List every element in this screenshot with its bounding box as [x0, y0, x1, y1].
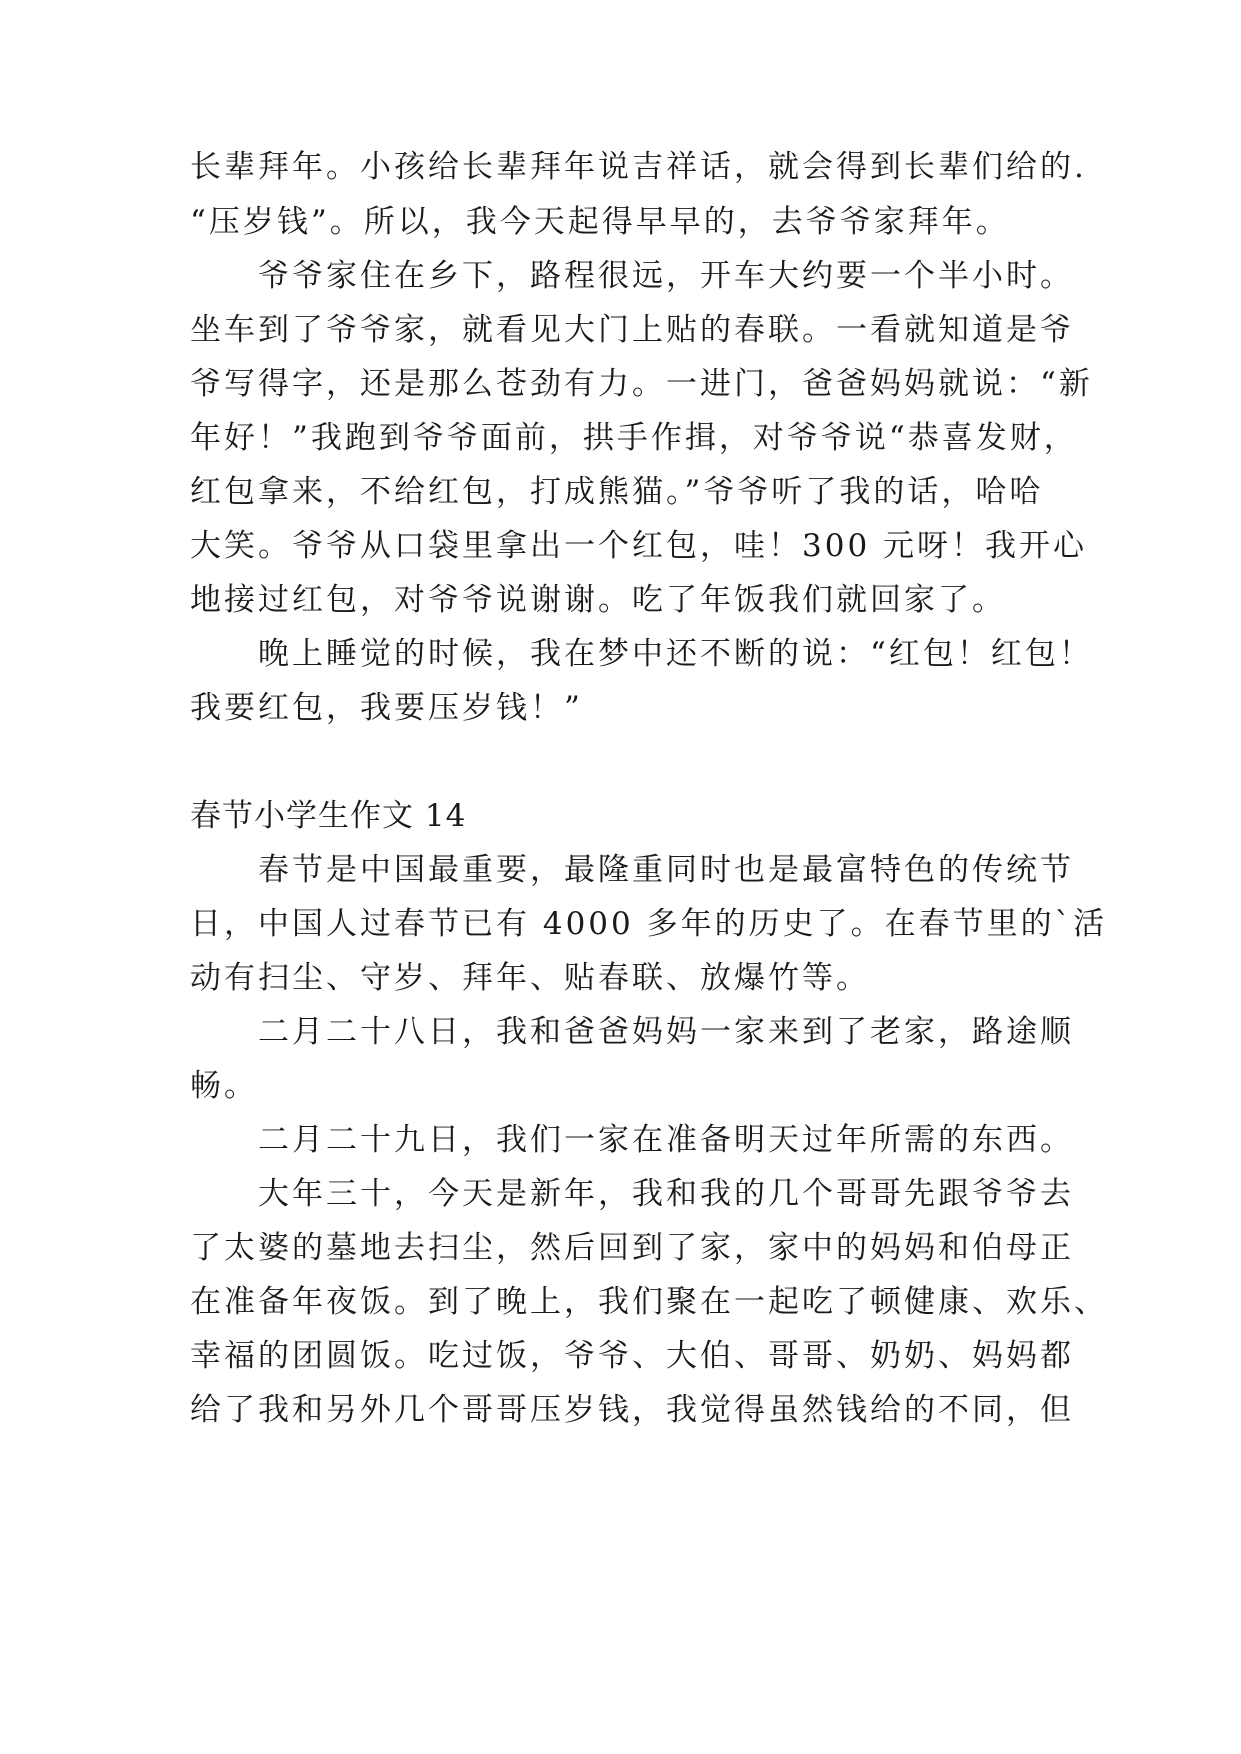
text-line: 晚上睡觉的时候，我在梦中还不断的说：“红包！红包！ — [258, 636, 1093, 672]
text-line: 给了我和另外几个哥哥压岁钱，我觉得虽然钱给的不同，但 — [190, 1392, 1074, 1428]
text-line: 幸福的团圆饭。吃过饭，爷爷、大伯、哥哥、奶奶、妈妈都 — [190, 1338, 1074, 1374]
text-line: 大笑。爷爷从口袋里拿出一个红包，哇！300 元呀！我开心 — [190, 528, 1088, 564]
text-line: 爷爷家住在乡下，路程很远，开车大约要一个半小时。 — [258, 258, 1074, 294]
text-line: “压岁钱”。所以，我今天起得早早的，去爷爷家拜年。 — [190, 204, 1010, 240]
text-line: 畅。 — [190, 1068, 258, 1104]
text-line: 红包拿来，不给红包，打成熊猫。”爷爷听了我的话，哈哈 — [190, 474, 1044, 510]
text-line: 爷写得字，还是那么苍劲有力。一进门，爸爸妈妈就说：“新 — [190, 366, 1093, 402]
section-title: 春节小学生作文 14 — [190, 798, 467, 834]
text-line: 大年三十，今天是新年，我和我的几个哥哥先跟爷爷去 — [258, 1176, 1074, 1212]
text-line: 我要红包，我要压岁钱！” — [190, 690, 583, 726]
text-line: 二月二十九日，我们一家在准备明天过年所需的东西。 — [258, 1122, 1074, 1158]
text-line: 年好！”我跑到爷爷面前，拱手作揖，对爷爷说“恭喜发财， — [190, 420, 1078, 456]
text-line: 坐车到了爷爷家，就看见大门上贴的春联。一看就知道是爷 — [190, 312, 1074, 348]
text-line: 春节是中国最重要，最隆重同时也是最富特色的传统节 — [258, 852, 1074, 888]
text-line: 日，中国人过春节已有 4000 多年的历史了。在春节里的`活 — [190, 906, 1108, 942]
text-line: 在准备年夜饭。到了晚上，我们聚在一起吃了顿健康、欢乐、 — [190, 1284, 1108, 1320]
text-line: 动有扫尘、守岁、拜年、贴春联、放爆竹等。 — [190, 960, 870, 996]
text-line: 长辈拜年。小孩给长辈拜年说吉祥话，就会得到长辈们给的. — [190, 149, 1087, 185]
text-line: 了太婆的墓地去扫尘，然后回到了家，家中的妈妈和伯母正 — [190, 1230, 1074, 1266]
text-line: 二月二十八日，我和爸爸妈妈一家来到了老家，路途顺 — [258, 1014, 1074, 1050]
text-line: 地接过红包，对爷爷说谢谢。吃了年饭我们就回家了。 — [190, 582, 1006, 618]
